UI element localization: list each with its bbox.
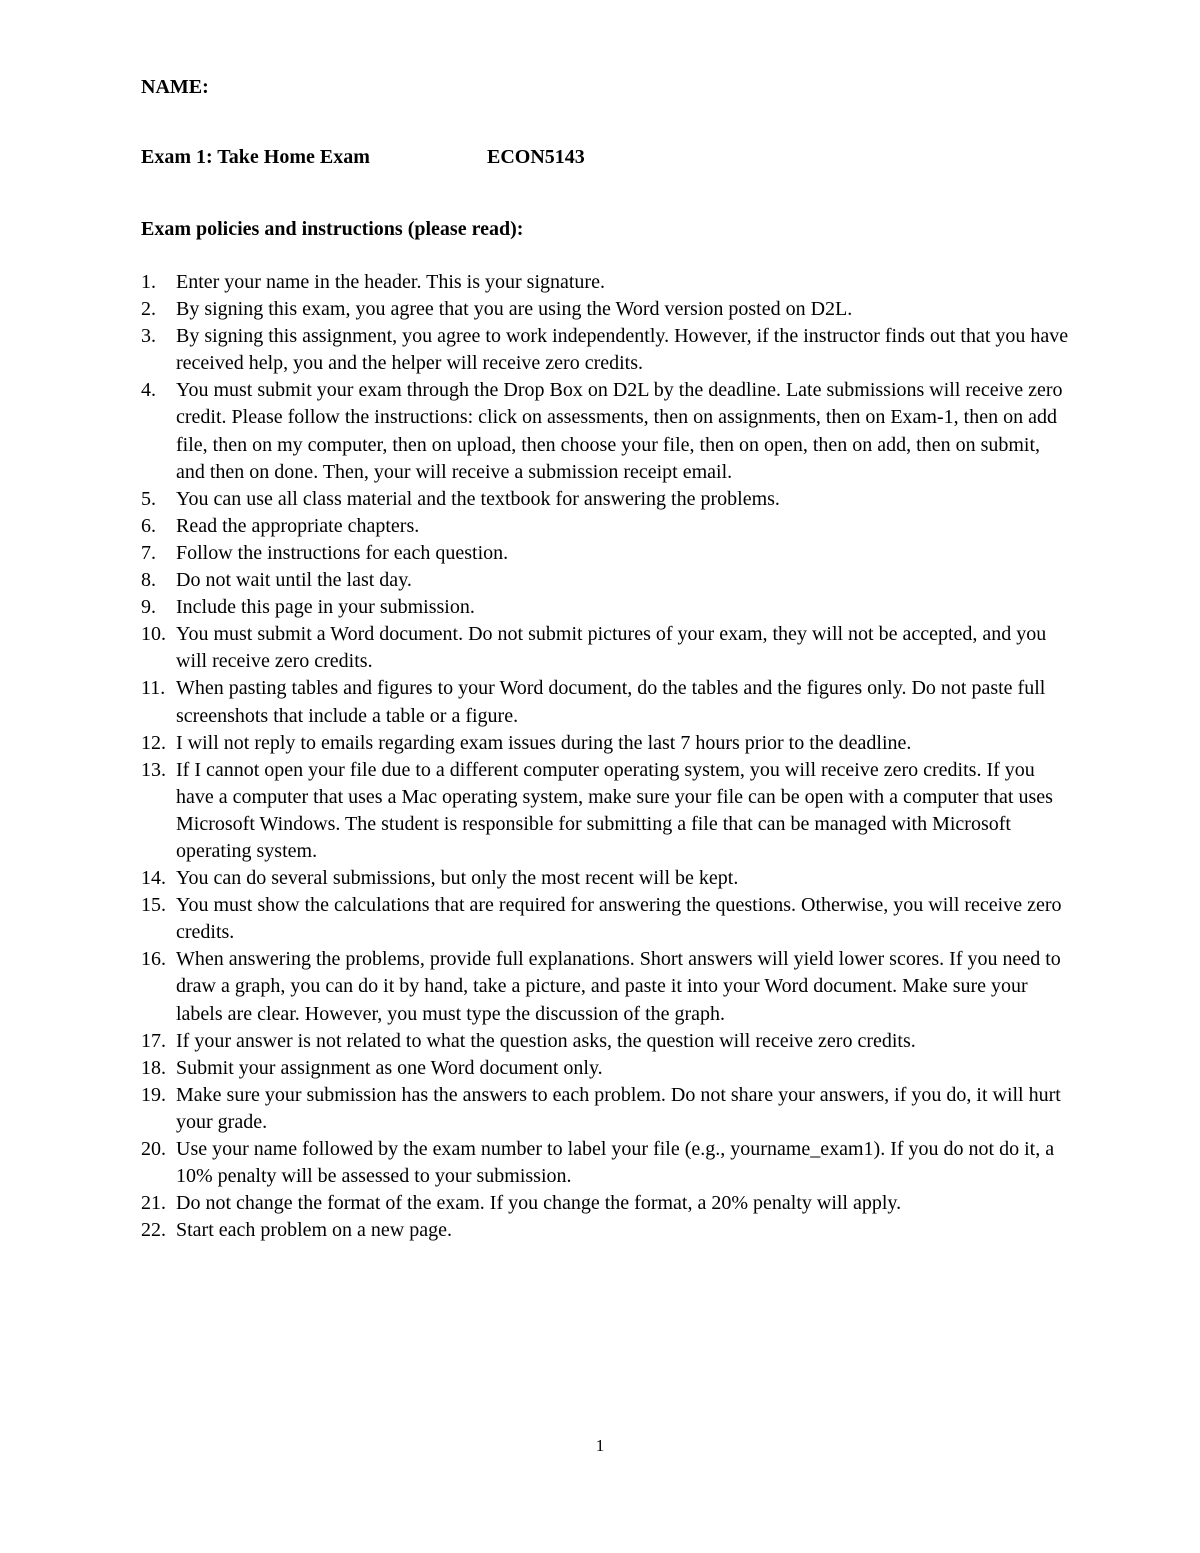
policy-text: Read the appropriate chapters.	[176, 514, 420, 537]
policy-item	[141, 1136, 1071, 1190]
policy-number: 13.	[141, 758, 166, 781]
policy-number: 17.	[141, 1029, 166, 1052]
policy-item	[141, 377, 1071, 485]
policy-text: You must submit a Word document. Do not submit pictures of your exam, they will not be accepted, and you will receive zero credits.	[176, 623, 1047, 673]
policy-number: 7.	[141, 541, 156, 564]
policy-item	[141, 1028, 1071, 1055]
policy-number: 18.	[141, 1056, 166, 1079]
policy-text: You can do several submissions, but only the most recent will be kept.	[176, 867, 739, 890]
exam-title: Exam 1: Take Home Exam	[141, 146, 370, 168]
policy-number: 8.	[141, 569, 156, 592]
page-number: 1	[595, 1436, 605, 1455]
policy-item	[141, 1082, 1071, 1136]
policy-number: 9.	[141, 596, 156, 619]
policy-number: 15.	[141, 894, 166, 917]
policy-number: 19.	[141, 1083, 166, 1106]
policy-number: 22.	[141, 1219, 166, 1242]
policy-item	[141, 621, 1071, 675]
policy-number: 5.	[141, 487, 156, 510]
policy-text: Do not wait until the last day.	[176, 569, 412, 592]
policy-item	[141, 1217, 1071, 1244]
policy-item	[141, 296, 1071, 323]
policy-item	[141, 757, 1071, 865]
policy-text: Enter your name in the header. This is your signature.	[176, 271, 605, 293]
policy-text: You must submit your exam through the Drop Box on D2L by the deadline. Late submissions will receive zero credit. Please follow the instructions: click on assessments, then on assignments, then on Exam-1, then on add file, then on my computer, then on upload, then choose your file, then on open, then on add, then on submit, and then on done. Then, your will receive a submission receipt email.	[176, 379, 1063, 483]
policy-item	[141, 269, 1071, 296]
policy-item	[141, 892, 1071, 946]
policy-number: 16.	[141, 948, 166, 971]
policy-text: I will not reply to emails regarding exam issues during the last 7 hours prior to the deadline.	[176, 731, 912, 754]
policy-item	[141, 730, 1071, 757]
course-code: ECON5143	[487, 146, 585, 168]
policy-text: You must show the calculations that are required for answering the questions. Otherwise, you will receive zero credits.	[176, 894, 1062, 944]
policy-number: 10.	[141, 623, 166, 646]
policy-number: 21.	[141, 1192, 166, 1215]
policy-item	[141, 540, 1071, 567]
policy-item	[141, 1055, 1071, 1082]
name-label: NAME:	[141, 76, 209, 98]
policy-list	[141, 269, 1071, 1244]
policy-text: Start each problem on a new page.	[176, 1219, 453, 1242]
policy-item	[141, 486, 1071, 513]
policy-item	[141, 865, 1071, 892]
policy-number: 1.	[141, 271, 156, 293]
policy-text: Submit your assignment as one Word document only.	[176, 1056, 603, 1079]
policy-text: By signing this exam, you agree that you are using the Word version posted on D2L.	[176, 298, 853, 321]
policy-number: 11.	[141, 677, 166, 700]
policy-number: 4.	[141, 379, 156, 402]
policy-text: Do not change the format of the exam. If you change the format, a 20% penalty will apply.	[176, 1192, 902, 1215]
policies-heading: Exam policies and instructions (please read):	[141, 218, 524, 240]
exam-title-row	[141, 144, 585, 171]
policy-number: 12.	[141, 731, 166, 754]
policy-text: Make sure your submission has the answers to each problem. Do not share your answers, if you do, it will hurt your grade.	[176, 1083, 1061, 1133]
policy-text: You can use all class material and the textbook for answering the problems.	[176, 487, 780, 510]
policy-item	[141, 513, 1071, 540]
policy-text: Use your name followed by the exam number to label your file (e.g., yourname_exam1). If you do not do it, a 10% penalty will be assessed to your submission.	[176, 1138, 1055, 1188]
policy-item	[141, 1190, 1071, 1217]
policy-text: If your answer is not related to what the question asks, the question will receive zero credits.	[176, 1029, 916, 1052]
policy-text: Follow the instructions for each question.	[176, 541, 509, 564]
policy-text: When pasting tables and figures to your Word document, do the tables and the figures only. Do not paste full screenshots that include a table or a figure.	[176, 677, 1046, 727]
policy-item	[141, 594, 1071, 621]
policy-number: 6.	[141, 514, 156, 537]
policy-number: 3.	[141, 325, 156, 348]
policy-text: Include this page in your submission.	[176, 596, 475, 619]
policy-item	[141, 323, 1071, 377]
policy-number: 20.	[141, 1138, 166, 1160]
policy-text: When answering the problems, provide full explanations. Short answers will yield lower scores. If you need to draw a graph, you can do it by hand, take a picture, and paste it into your Word document. Make sure your labels are clear. However, you must type the discussion of the graph.	[176, 948, 1061, 1025]
policy-text: If I cannot open your file due to a different computer operating system, you will receive zero credits. If you have a computer that uses a Mac operating system, make sure your file can be open with a computer that uses Microsoft Windows. The student is responsible for submitting a file that can be managed with Microsoft operating system.	[176, 758, 1053, 862]
policy-number: 2.	[141, 298, 156, 321]
policy-item	[141, 675, 1071, 729]
policy-item	[141, 946, 1071, 1027]
policy-item	[141, 567, 1071, 594]
policy-number: 14.	[141, 867, 166, 890]
policy-text: By signing this assignment, you agree to work independently. However, if the instructor finds out that you have received help, you and the helper will receive zero credits.	[176, 325, 1069, 375]
